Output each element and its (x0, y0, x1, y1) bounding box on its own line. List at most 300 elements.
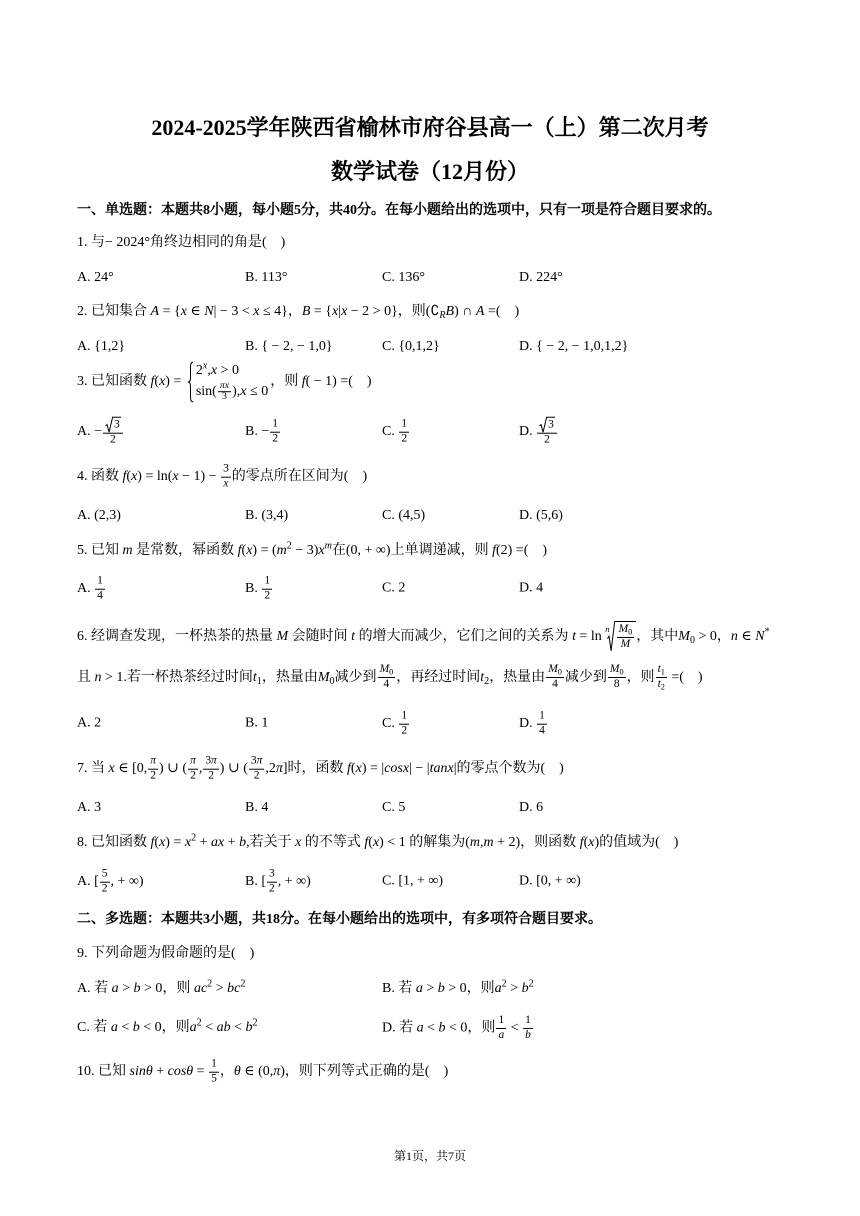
text-run: > (212, 981, 228, 996)
fraction (399, 710, 409, 739)
fraction-denominator (221, 478, 230, 492)
text-run: | − 3 < (213, 304, 254, 319)
text-run: 2 (253, 769, 260, 782)
text-run: B. − (245, 424, 270, 440)
text-run: 2 (269, 882, 275, 895)
math-variable: b (437, 981, 445, 996)
text-run: 3 (114, 418, 120, 431)
text-run: A. 24° (77, 270, 114, 285)
fraction-denominator (206, 770, 216, 784)
math-variable: f (579, 835, 584, 850)
question-stem (77, 301, 783, 323)
text-run: 3 (205, 754, 212, 767)
text-run: 是常数，幂函数 (132, 543, 238, 558)
text-run: 减少到 (334, 669, 377, 685)
text-run: 0 (619, 667, 624, 677)
fraction-denominator (382, 678, 392, 692)
text-run: 1 (97, 574, 103, 587)
text-run: C. 若 (77, 1020, 111, 1035)
text-run: 1 (401, 417, 408, 430)
question-stem (77, 463, 783, 492)
option-d (519, 797, 783, 819)
radical-sign-icon (607, 621, 615, 652)
math-variable: b (245, 1020, 253, 1035)
text-run: 2 (150, 769, 156, 782)
option-a (77, 417, 245, 448)
math-variable: x (295, 835, 302, 850)
text-run: ) ∪ ( (219, 761, 248, 777)
text-run: B. [ (245, 874, 266, 890)
text-run: + (196, 835, 212, 850)
text-run: ( (368, 835, 373, 850)
text-run: , (480, 835, 484, 850)
text-run: 0 (389, 667, 394, 677)
text-run: 2 (207, 978, 213, 990)
fraction (262, 575, 272, 604)
question-options (77, 575, 783, 604)
fraction-denominator (209, 1073, 219, 1087)
text-run: C. (4,5) (382, 508, 426, 523)
page-footer: 第1页，共7页 (393, 1149, 466, 1163)
math-variable: x (588, 835, 595, 850)
text-run: < (423, 1020, 439, 1036)
option-b (245, 797, 382, 819)
text-run: 减少到 (564, 669, 607, 685)
option-c (382, 871, 519, 893)
math-variable: x (372, 835, 380, 850)
text-run: 3 (222, 391, 227, 403)
math-variable: M (620, 637, 631, 650)
text-run: B. 若 (382, 981, 416, 996)
text-run: > 0，则 (444, 981, 495, 996)
text-run: < (230, 1020, 246, 1035)
superscript (253, 1017, 258, 1028)
math-variable: m (122, 543, 133, 558)
text-run: < (117, 1020, 133, 1035)
text-run: 2 (195, 363, 203, 379)
text-run: 2 (528, 978, 534, 990)
math-variable: a (189, 1020, 197, 1035)
text-run: 9. 下列命题为假命题的是( ) (77, 946, 255, 961)
text-run: D. { − 2, − 1,0,1,2} (519, 339, 629, 354)
math-variable: M (678, 628, 690, 644)
math-variable: M (618, 623, 629, 635)
text-run: D. 若 (382, 1020, 417, 1036)
text-run: 2 (401, 432, 408, 445)
text-run: ( − 1) =( ) (305, 374, 372, 390)
text-run: ( (350, 761, 356, 777)
fraction-denominator (619, 638, 633, 652)
text-run: A. 2 (77, 716, 102, 731)
math-variable: t (657, 663, 661, 675)
math-variable: b (239, 835, 247, 850)
text-run: )，则下列等式正确的是( ) (280, 1064, 449, 1080)
fraction-numerator (103, 417, 123, 434)
fraction-denominator (399, 725, 409, 739)
math-variable: ac (193, 981, 208, 996)
option-d (519, 336, 783, 358)
text-run: − 2 > 0}，则(∁ (347, 304, 440, 319)
math-variable: t (657, 677, 661, 690)
text-run: ( (154, 374, 160, 390)
math-variable: M (379, 663, 390, 675)
text-run: 5 (101, 867, 108, 880)
superscript (240, 978, 245, 989)
text-run: 2 (501, 978, 507, 990)
fraction (523, 1014, 533, 1043)
math-variable: x (108, 761, 115, 777)
text-run: ) < 1 的解集为( (379, 835, 470, 850)
math-variable: M (276, 628, 289, 644)
math-variable: f (122, 469, 127, 485)
text-run: + (152, 1064, 168, 1080)
fraction-denominator (148, 770, 158, 784)
text-run: B. 1 (245, 716, 269, 731)
math-variable: x (332, 304, 339, 319)
fraction-denominator (100, 883, 110, 897)
section-heading-multiple-choice: 二、多选题：本题共3小题，共18分。在每小题给出的选项中，有多项符合题目要求。 (77, 912, 602, 927)
text-run: B. (3,4) (245, 508, 289, 523)
text-run: ，热量由 (489, 669, 546, 685)
question-stem (77, 361, 783, 403)
question-options (77, 868, 783, 897)
superscript (325, 540, 332, 551)
subscript (389, 667, 393, 676)
text-run: , + ∞) (110, 874, 144, 890)
math-variable: R (439, 310, 446, 322)
fraction-numerator (546, 663, 564, 678)
text-run: < (201, 1020, 217, 1035)
text-run: A. {1,2} (77, 339, 126, 354)
question-stem (77, 832, 783, 854)
text-run: 在(0, + ∞)上单调递减，则 (331, 543, 493, 558)
math-variable: a (498, 1028, 505, 1041)
text-run: 1 (401, 709, 408, 722)
fraction-denominator (270, 433, 280, 447)
text-run: ，其中 (636, 628, 679, 644)
fraction-numerator (496, 1014, 506, 1029)
text-run: 0 (329, 675, 335, 687)
math-variable: M (548, 663, 558, 675)
fraction (656, 663, 667, 692)
text-run: * (764, 625, 770, 637)
text-run: C. (382, 424, 399, 440)
text-run: 2 (191, 832, 197, 844)
exam-subtitle: 数学试卷（12月份） (330, 159, 529, 184)
text-run: ,2 (265, 761, 276, 777)
text-run: 2 (660, 682, 665, 692)
option-a (77, 267, 245, 289)
fraction (221, 463, 231, 492)
text-run: < 0，则 (445, 1020, 496, 1036)
text-run: 2 (208, 769, 214, 782)
fraction (103, 417, 123, 448)
text-run: ( (154, 835, 160, 850)
math-variable: b (438, 1020, 446, 1036)
text-run: = (193, 1064, 209, 1080)
fraction-numerator (608, 663, 626, 678)
math-variable: x (223, 477, 229, 490)
text-run: C. 136° (382, 270, 425, 285)
math-variable: b (133, 981, 141, 996)
fraction-numerator (148, 755, 158, 770)
text-run: ，则 (270, 374, 302, 390)
text-run: , (198, 761, 203, 777)
text-run: 1 (264, 574, 271, 587)
question-stem (77, 616, 783, 698)
fraction-numerator (617, 623, 635, 638)
question-options (77, 505, 783, 527)
text-run: | − | (409, 761, 430, 777)
text-run: 3 (250, 754, 257, 767)
math-variable: π (190, 754, 196, 767)
fraction (608, 663, 626, 692)
text-run: B. 4 (245, 800, 269, 815)
text-run: 2 (101, 882, 108, 895)
fraction-numerator (523, 1014, 533, 1029)
math-variable: t (351, 628, 356, 644)
text-run: 2. 已知集合 (77, 304, 151, 319)
fraction-numerator (378, 663, 396, 678)
fraction-numerator (399, 710, 409, 725)
fraction (496, 1014, 506, 1043)
text-run: < (507, 1020, 523, 1036)
text-run: 4 (97, 589, 103, 602)
math-variable: x (180, 304, 187, 319)
fraction (249, 755, 264, 784)
text-run: 8 (613, 677, 620, 690)
text-run: = ln (575, 628, 606, 644)
fraction-denominator (252, 770, 262, 784)
radical-sign-icon (539, 417, 547, 433)
math-variable: x (224, 380, 230, 392)
math-variable: f (492, 543, 496, 558)
math-variable: x (318, 543, 325, 558)
fraction (148, 755, 158, 784)
text-run: 2 (286, 540, 292, 552)
text-run: ,若关于 (246, 835, 296, 850)
text-run: 2 (252, 1017, 258, 1029)
text-run: + (224, 835, 240, 850)
text-run: 2 (110, 433, 116, 446)
option-c (382, 267, 519, 289)
text-run: (2) =( ) (495, 543, 548, 558)
math-variable: x (131, 469, 138, 485)
text-run: 3 (223, 462, 229, 475)
text-run: 2 (484, 675, 490, 687)
option-a (77, 505, 245, 527)
radical-sign-icon (105, 417, 113, 433)
text-run: C. 2 (382, 581, 406, 596)
math-variable: f (364, 835, 369, 850)
fraction (546, 663, 564, 692)
option-d (519, 871, 783, 893)
math-variable: bc (227, 981, 241, 996)
question-stem (77, 755, 783, 784)
math-variable: a (415, 981, 423, 996)
text-run: 1 (539, 709, 545, 722)
text-run: )的值域为( ) (594, 835, 679, 850)
text-run: D. (5,6) (519, 508, 563, 523)
math-variable: a (416, 1020, 424, 1036)
math-variable: x (246, 543, 253, 558)
option-a (77, 575, 245, 604)
text-run: > 1.若一杯热茶经过时间 (101, 669, 253, 685)
math-variable: M (317, 669, 330, 685)
fraction-denominator (399, 433, 409, 447)
text-run: 4 (539, 724, 545, 737)
option-c (382, 336, 519, 358)
question-stem (77, 943, 783, 965)
math-variable: π (150, 754, 156, 767)
fraction-numerator (262, 575, 272, 590)
fraction-numerator (267, 868, 277, 883)
radicand (547, 417, 555, 433)
option-d (519, 710, 783, 739)
text-run: 2 (240, 978, 246, 990)
option-d (382, 1014, 783, 1043)
math-variable: cosx (384, 761, 410, 777)
fraction-denominator (108, 434, 118, 448)
text-run: + 2)，则函数 (493, 835, 580, 850)
math-variable: π (273, 1064, 281, 1080)
math-variable: π (275, 761, 283, 777)
math-variable: b (521, 981, 529, 996)
superscript (765, 626, 770, 637)
case-row (196, 361, 268, 381)
question-options (77, 970, 783, 1048)
math-variable: t (480, 669, 485, 685)
text-run: , (207, 363, 211, 379)
math-variable: A (475, 304, 485, 319)
text-run: 的零点所在区间为( ) (231, 469, 368, 485)
math-variable: a (494, 981, 502, 996)
fraction-numerator (203, 755, 218, 770)
text-run: C. (382, 716, 399, 732)
option-b (245, 336, 382, 358)
fraction-numerator (95, 575, 105, 590)
text-run: D. 224° (519, 270, 563, 285)
text-run: A. − (77, 424, 103, 440)
text-run: 10. 已知 (77, 1064, 130, 1080)
option-c (77, 1017, 382, 1039)
text-run: |的零点个数为( ) (453, 761, 564, 777)
fraction-denominator (656, 678, 667, 692)
math-variable: x (240, 384, 247, 400)
text-run: = { (159, 304, 181, 319)
text-run: > (118, 981, 134, 996)
text-run: 0 (557, 667, 562, 677)
text-run: ), (232, 384, 241, 400)
text-run: D. (519, 716, 537, 732)
fraction-numerator (537, 417, 557, 434)
text-run: 2 (196, 1017, 202, 1029)
text-run: 3 (269, 867, 275, 880)
question-options (77, 710, 783, 739)
fraction (203, 755, 218, 784)
text-run: ( (241, 543, 247, 558)
math-variable: x (253, 304, 260, 319)
question-options (77, 336, 783, 358)
math-variable: f (150, 374, 155, 390)
fraction-denominator (496, 1029, 506, 1043)
math-variable: x (202, 360, 208, 372)
math-variable: x (159, 374, 166, 390)
text-run: > 0 (217, 363, 239, 379)
text-run: 1. 与− 2024°角终边相同的角是( ) (77, 235, 286, 250)
math-variable: B (301, 304, 311, 319)
text-run: 0 (628, 627, 633, 637)
radicand (113, 417, 121, 433)
option-b (245, 575, 382, 604)
math-variable: x (210, 363, 218, 379)
math-variable: π (256, 754, 263, 767)
option-b (245, 267, 382, 289)
math-variable: n (605, 624, 610, 635)
fraction (399, 418, 409, 447)
question-options (77, 267, 783, 289)
fraction (378, 663, 396, 692)
text-run: D. (519, 424, 537, 440)
case-rows (196, 361, 268, 403)
option-d (519, 267, 783, 289)
text-run: A. (2,3) (77, 508, 121, 523)
fraction-denominator (267, 883, 277, 897)
text-run: 2 (272, 432, 278, 445)
math-variable: n (730, 628, 738, 644)
subscript (558, 667, 562, 676)
case-row (196, 381, 268, 403)
math-variable: m (483, 835, 494, 850)
text-run: ) ∩ (454, 304, 476, 319)
option-b (245, 713, 382, 735)
text-run: > (506, 981, 522, 996)
text-run: ，再经过时间 (396, 669, 481, 685)
math-variable: cosθ (167, 1064, 194, 1080)
text-run: A. 若 (77, 981, 112, 996)
text-run: 会随时间 (288, 628, 352, 644)
fraction-denominator (542, 434, 552, 448)
text-run: B. { − 2, − 1,0} (245, 339, 333, 354)
text-run: =( ) (667, 669, 703, 685)
text-run: ∈ (737, 628, 756, 644)
text-run: − 1) − (178, 469, 221, 485)
fraction (188, 755, 198, 784)
text-run: > 0， (695, 628, 731, 644)
option-a (77, 978, 382, 1000)
text-run: 2 (544, 433, 550, 446)
math-variable: ab (216, 1020, 231, 1035)
square-root (607, 621, 637, 652)
question-options (77, 797, 783, 819)
piecewise-cases (187, 361, 268, 403)
fraction-numerator (399, 418, 409, 433)
text-run: B. (245, 581, 262, 597)
text-run: 1 (660, 667, 665, 677)
text-run: ∈ (0, (240, 1064, 274, 1080)
text-run: B. 113° (245, 270, 288, 285)
math-variable: θ (233, 1064, 241, 1080)
math-variable: f (237, 543, 242, 558)
fraction-denominator (95, 590, 105, 604)
text-run: 3 (548, 418, 554, 431)
option-c (382, 505, 519, 527)
text-run: C. [1, + ∞) (382, 874, 444, 889)
math-variable: A (150, 304, 160, 319)
fraction-numerator (188, 755, 198, 770)
fraction (537, 417, 557, 448)
exam-title: 2024-2025学年陕西省榆林市府谷县高一（上）第二次月考 (151, 115, 709, 140)
